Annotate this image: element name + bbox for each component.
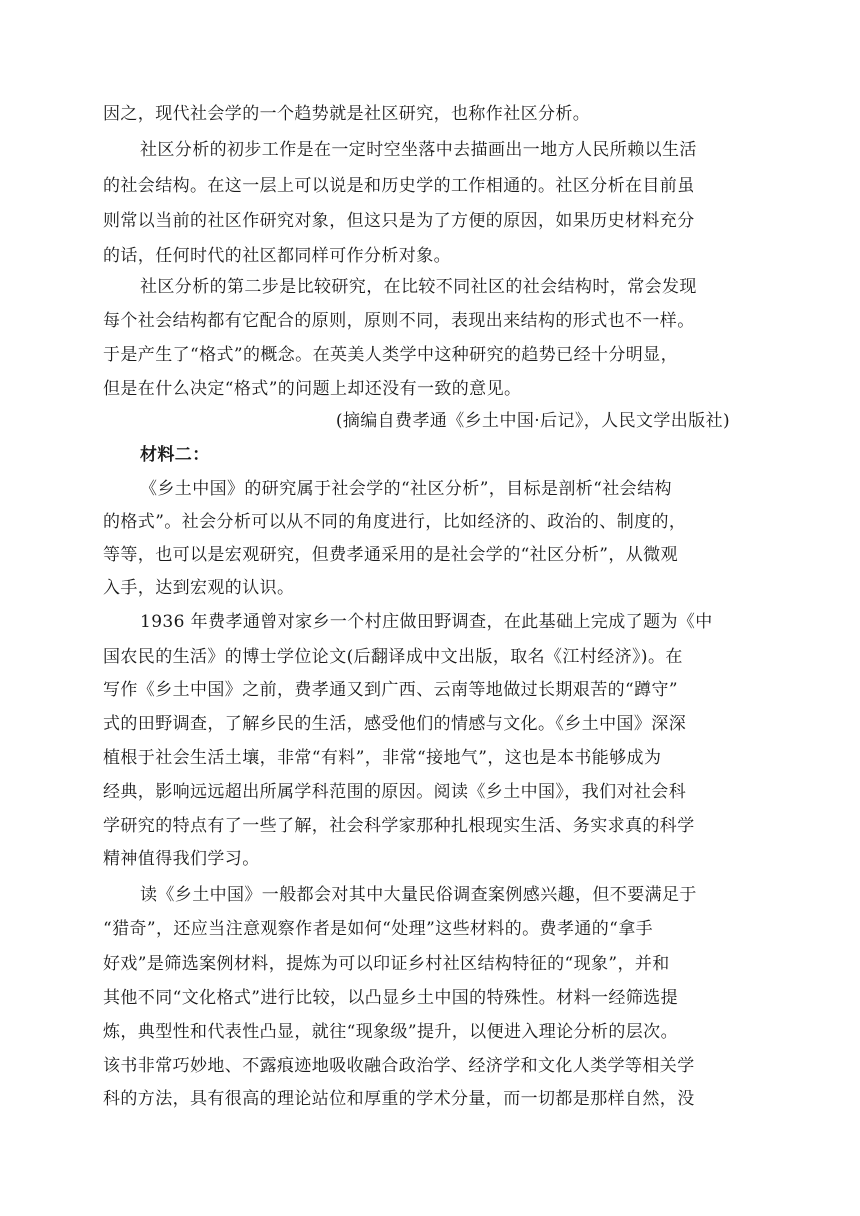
text-line: 该书非常巧妙地、不露痕迹地吸收融合政治学、经济学和文化人类学等相关学 (103, 1056, 695, 1076)
text-line: 每个社会结构都有它配合的原则，原则不同，表现出来结构的形式也不一样。 (103, 311, 695, 331)
text-line: 于是产生了“格式”的概念。在英美人类学中这种研究的趋势已经十分明显， (103, 345, 678, 365)
text-line: 社区分析的第二步是比较研究，在比较不同社区的社会结构时，常会发现 (140, 277, 697, 297)
section-heading: 材料二： (140, 445, 210, 465)
text-line: 等等，也可以是宏观研究，但费孝通采用的是社会学的“社区分析”，从微观 (103, 545, 678, 565)
text-line: 经典，影响远远超出所属学科范围的原因。阅读《乡土中国》，我们对社会科 (103, 782, 687, 802)
text-line: 其他不同“文化格式”进行比较，以凸显乡土中国的特殊性。材料一经筛选提 (103, 988, 678, 1008)
text-line: 写作《乡土中国》之前，费孝通又到广西、云南等地做过长期艰苦的“蹲守” (103, 680, 678, 700)
text-line: 的社会结构。在这一层上可以说是和历史学的工作相通的。社区分析在目前虽 (103, 176, 695, 196)
text-line: 植根于社会生活土壤，非常“有料”，非常“接地气”，这也是本书能够成为 (103, 748, 662, 768)
text-line: 《乡土中国》的研究属于社会学的“社区分析”，目标是剖析“社会结构 (140, 479, 672, 499)
text-line: 精神值得我们学习。 (103, 849, 260, 869)
text-line: 国农民的生活》的博士学位论文(后翻译成中文出版，取名《江村经济》)。在 (103, 647, 683, 667)
text-line: 科的方法，具有很高的理论站位和厚重的学术分量，而一切都是那样自然，没 (103, 1089, 695, 1109)
text-line: 读《乡土中国》一般都会对其中大量民俗调查案例感兴趣，但不要满足于 (140, 885, 697, 905)
text-line: 但是在什么决定“格式”的问题上却还没有一致的意见。 (103, 379, 522, 399)
text-line: 1936 年费孝通曾对家乡一个村庄做田野调查，在此基础上完成了题为《中 (140, 612, 713, 632)
text-line: 因之，现代社会学的一个趋势就是社区研究，也称作社区分析。 (103, 104, 591, 124)
text-line: 的格式”。社会分析可以从不同的角度进行，比如经济的、政治的、制度的， (103, 512, 687, 532)
text-line: 的话，任何时代的社区都同样可作分析对象。 (103, 246, 451, 266)
text-line: “猎奇”，还应当注意观察作者是如何“处理”这些材料的。费孝通的“拿手 (103, 919, 654, 939)
text-line: 社区分析的初步工作是在一定时空坐落中去描画出一地方人民所赖以生活 (140, 140, 697, 160)
text-line: 则常以当前的社区作研究对象，但这只是为了方便的原因，如果历史材料充分 (103, 211, 695, 231)
text-line: 好戏”是筛选案例材料，提炼为可以印证乡村社区结构特征的“现象”，并和 (103, 954, 670, 974)
text-line: 炼，典型性和代表性凸显，就往“现象级”提升，以便进入理论分析的层次。 (103, 1022, 678, 1042)
source-citation: (摘编自费孝通《乡土中国·后记》，人民文学出版社) (335, 411, 730, 431)
text-line: 式的田野调查，了解乡民的生活，感受他们的情感与文化。《乡土中国》深深 (103, 714, 687, 734)
text-line: 学研究的特点有了一些了解，社会科学家那种扎根现实生活、务实求真的科学 (103, 816, 695, 836)
text-line: 入手，达到宏观的认识。 (103, 578, 295, 598)
